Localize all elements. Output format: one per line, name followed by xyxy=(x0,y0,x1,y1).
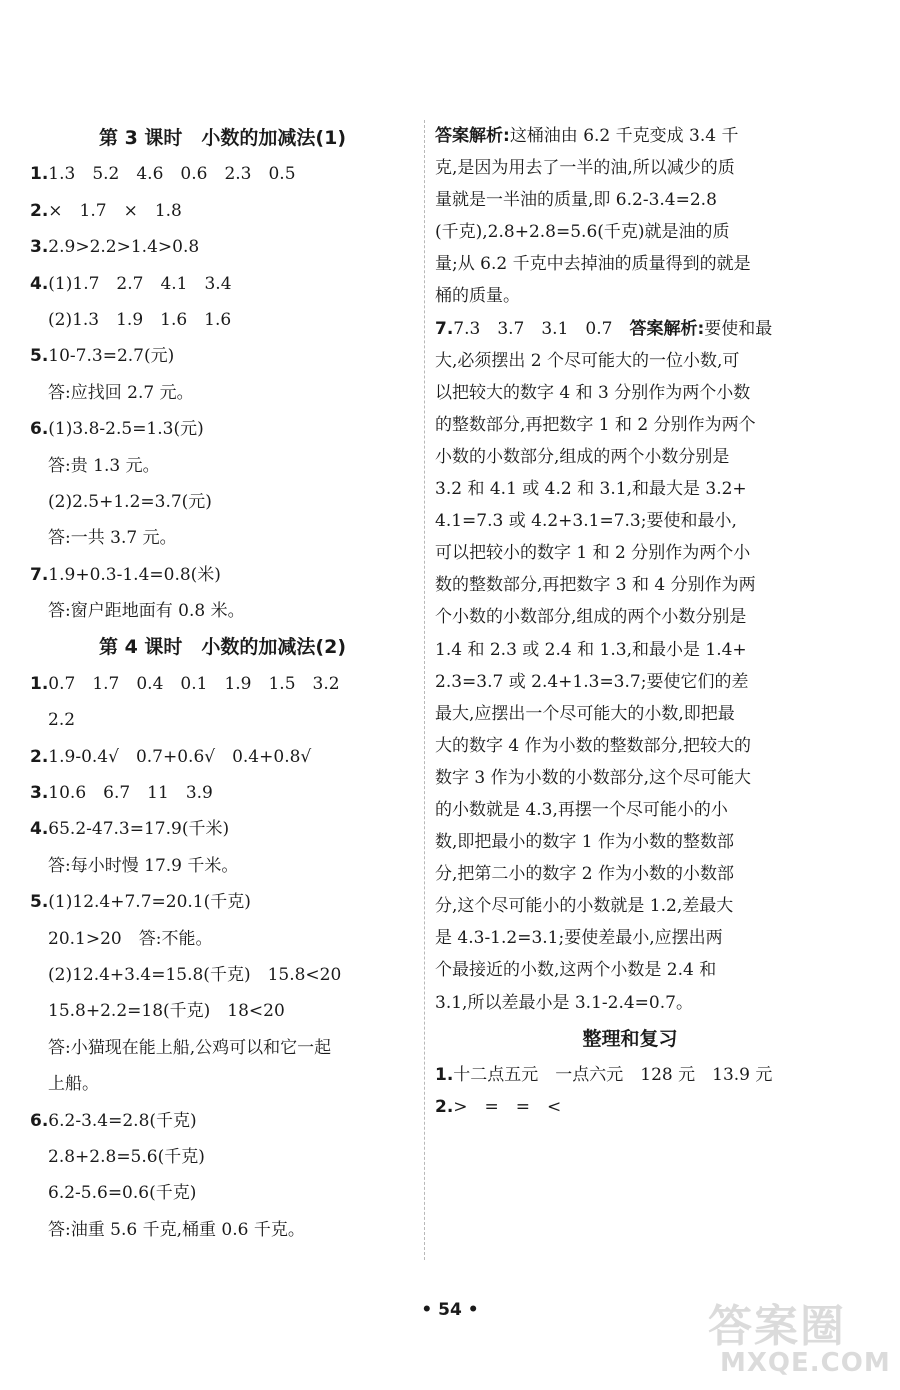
analysis-line: 数字 3 作为小数的小数部分,这个尽可能大 xyxy=(435,767,752,788)
answer-text: 1.9+0.3-1.4=0.8(米) xyxy=(48,564,221,585)
analysis-line: 量就是一半油的质量,即 6.2-3.4=2.8 xyxy=(435,190,717,211)
answer-line xyxy=(30,1139,415,1175)
answer-line xyxy=(30,739,415,775)
answer-line xyxy=(435,1059,825,1091)
answer-line xyxy=(30,1212,415,1248)
review-answers xyxy=(435,1059,825,1123)
analysis-label: 答案解析: xyxy=(435,126,510,146)
question-number: 7. xyxy=(30,564,49,585)
answer-text: 答:小猫现在能上船,公鸡可以和它一起 xyxy=(48,1037,332,1058)
answer-line xyxy=(30,338,415,374)
analysis-line: 数的整数部分,再把数字 3 和 4 分别作为两 xyxy=(435,575,756,596)
answer-text: > = = < xyxy=(453,1096,562,1117)
analysis-line: 个小数的小数部分,组成的两个小数分别是 xyxy=(435,607,747,628)
section-title: 第 3 课时 小数的加减法(1) xyxy=(98,127,347,149)
question-number: 2. xyxy=(30,200,49,221)
answer-line xyxy=(30,702,415,738)
answer-text: (2)2.5+1.2=3.7(元) xyxy=(48,491,212,512)
answer-text: 答:油重 5.6 千克,桶重 0.6 千克。 xyxy=(48,1219,305,1240)
analysis-line: 大的数字 4 作为小数的整数部分,把较大的 xyxy=(435,735,752,756)
analysis-text: 这桶油由 6.2 千克变成 3.4 千 xyxy=(509,126,739,146)
analysis-line: 3.2 和 4.1 或 4.2 和 3.1,和最大是 3.2+ xyxy=(435,479,747,500)
analysis-line: 最大,应摆出一个尽可能大的小数,即把最 xyxy=(435,703,735,724)
answer-line xyxy=(30,520,415,556)
answer-line xyxy=(30,375,415,411)
answer-line xyxy=(30,229,415,265)
question-number: 1. xyxy=(30,164,49,185)
answer-line xyxy=(30,666,415,702)
question-number: 6. xyxy=(30,1110,49,1131)
answer-text: 答:贵 1.3 元。 xyxy=(48,455,160,476)
answer-list-lesson3 xyxy=(30,156,415,629)
analysis-line: 大,必须摆出 2 个尽可能大的一位小数,可 xyxy=(435,350,740,371)
question-7-line xyxy=(435,313,825,345)
answer-line xyxy=(30,884,415,920)
right-column xyxy=(435,120,825,1123)
analysis-line: 分,这个尽可能小的小数就是 1.2,差最大 xyxy=(435,896,734,917)
analysis-label: 答案解析: xyxy=(629,318,705,339)
question-number: 5. xyxy=(30,346,49,367)
watermark-logo xyxy=(700,1290,890,1385)
analysis-line: 可以把较小的数字 1 和 2 分别作为两个小 xyxy=(435,543,751,564)
analysis-continued xyxy=(435,152,825,312)
question-number: 2. xyxy=(435,1096,454,1117)
answer-line xyxy=(30,593,415,629)
question-number: 5. xyxy=(30,892,49,913)
answer-text: 2.9>2.2>1.4>0.8 xyxy=(48,237,200,258)
answer-list-lesson4 xyxy=(30,666,415,1248)
question-number: 7. xyxy=(435,318,454,339)
watermark-url: MXQE.COM xyxy=(720,1348,891,1378)
answer-text: 答:应找回 2.7 元。 xyxy=(48,382,194,403)
answer-text: 6.2-3.4=2.8(千克) xyxy=(48,1110,197,1131)
section-title: 第 4 课时 小数的加减法(2) xyxy=(98,636,347,659)
analysis-line: (千克),2.8+2.8=5.6(千克)就是油的质 xyxy=(435,222,730,243)
analysis-text: 要使和最 xyxy=(704,318,773,339)
answer-text: 十二点五元 一点六元 128 元 13.9 元 xyxy=(453,1064,773,1085)
answer-line xyxy=(435,1091,825,1123)
analysis-line: 的小数就是 4.3,再摆一个尽可能小的小 xyxy=(435,799,728,820)
answer-line xyxy=(30,1066,415,1102)
answer-line xyxy=(30,775,415,811)
answer-text: 答:窗户距地面有 0.8 米。 xyxy=(48,601,245,622)
q7-answer: 7.3 3.7 3.1 0.7 xyxy=(453,318,613,339)
answer-line xyxy=(30,156,415,192)
answer-line xyxy=(30,1030,415,1066)
analysis-line: 1.4 和 2.3 或 2.4 和 1.3,和最小是 1.4+ xyxy=(435,639,747,660)
question-number: 2. xyxy=(30,746,49,767)
answer-text: 2.2 xyxy=(48,710,76,731)
answer-text: 20.1>20 答:不能。 xyxy=(48,928,213,949)
answer-text: 1.9-0.4√ 0.7+0.6√ 0.4+0.8√ xyxy=(48,746,312,767)
answer-text: 上船。 xyxy=(48,1074,99,1095)
analysis-line: 克,是因为用去了一半的油,所以减少的质 xyxy=(435,158,735,179)
section-title: 整理和复习 xyxy=(582,1027,678,1050)
answer-line xyxy=(30,921,415,957)
answer-text: (1)12.4+7.7=20.1(千克) xyxy=(48,892,251,913)
answer-text: 65.2-47.3=17.9(千米) xyxy=(48,819,230,840)
answer-text: (1)3.8-2.5=1.3(元) xyxy=(48,419,204,440)
watermark-text: 答案圈 xyxy=(708,1301,846,1352)
answer-text: 10-7.3=2.7(元) xyxy=(48,346,175,367)
analysis-line: 4.1=7.3 或 4.2+3.1=7.3;要使和最小, xyxy=(435,511,737,532)
q7-analysis xyxy=(435,345,825,1019)
analysis-line: 数,即把最小的数字 1 作为小数的整数部 xyxy=(435,832,735,853)
analysis-line: 桶的质量。 xyxy=(435,286,520,307)
analysis-line: 的整数部分,再把数字 1 和 2 分别作为两个 xyxy=(435,414,756,435)
analysis-line: 分,把第二小的数字 2 作为小数的小数部 xyxy=(435,864,735,885)
left-column xyxy=(30,120,415,1248)
analysis-line: 个最接近的小数,这两个小数是 2.4 和 xyxy=(435,960,717,981)
answer-line xyxy=(30,848,415,884)
answer-text: 答:一共 3.7 元。 xyxy=(48,528,177,549)
answer-text: 答:每小时慢 17.9 千米。 xyxy=(48,855,239,876)
answer-line xyxy=(30,993,415,1029)
analysis-line: 以把较大的数字 4 和 3 分别作为两个小数 xyxy=(435,382,751,403)
analysis-line: 3.1,所以差最小是 3.1-2.4=0.7。 xyxy=(435,992,693,1013)
page-number: • 54 • xyxy=(421,1300,479,1320)
answer-text: (1)1.7 2.7 4.1 3.4 xyxy=(48,273,232,294)
answer-line xyxy=(30,448,415,484)
question-number: 6. xyxy=(30,419,49,440)
answer-text: 2.8+2.8=5.6(千克) xyxy=(48,1146,205,1167)
answer-text: (2)1.3 1.9 1.6 1.6 xyxy=(48,309,232,330)
answer-text: 15.8+2.2=18(千克) 18<20 xyxy=(48,1001,285,1022)
answer-text: 10.6 6.7 11 3.9 xyxy=(48,783,213,804)
analysis-line: 量;从 6.2 千克中去掉油的质量得到的就是 xyxy=(435,254,751,275)
answer-line xyxy=(30,811,415,847)
answer-line xyxy=(30,411,415,447)
question-number: 3. xyxy=(30,237,49,258)
answer-text: (2)12.4+3.4=15.8(千克) 15.8<20 xyxy=(48,964,342,985)
analysis-line: 小数的小数部分,组成的两个小数分别是 xyxy=(435,446,730,467)
answer-text: 1.3 5.2 4.6 0.6 2.3 0.5 xyxy=(48,164,296,185)
answer-line xyxy=(30,1103,415,1139)
analysis-line: 2.3=3.7 或 2.4+1.3=3.7;要使它们的差 xyxy=(435,671,749,692)
column-divider xyxy=(424,120,425,1260)
answer-line xyxy=(30,266,415,302)
question-number: 1. xyxy=(30,673,49,694)
answer-text: 0.7 1.7 0.4 0.1 1.9 1.5 3.2 xyxy=(48,673,340,694)
answer-text: × 1.7 × 1.8 xyxy=(48,200,182,221)
answer-text: 6.2-5.6=0.6(千克) xyxy=(48,1183,197,1204)
question-number: 4. xyxy=(30,273,49,294)
answer-line xyxy=(30,193,415,229)
answer-line xyxy=(30,1175,415,1211)
answer-line xyxy=(30,302,415,338)
question-number: 3. xyxy=(30,783,49,804)
answer-line xyxy=(30,957,415,993)
question-number: 4. xyxy=(30,819,49,840)
analysis-line xyxy=(435,120,825,152)
question-number: 1. xyxy=(435,1064,454,1085)
answer-line xyxy=(30,557,415,593)
analysis-line: 是 4.3-1.2=3.1;要使差最小,应摆出两 xyxy=(435,928,723,949)
answer-line xyxy=(30,484,415,520)
